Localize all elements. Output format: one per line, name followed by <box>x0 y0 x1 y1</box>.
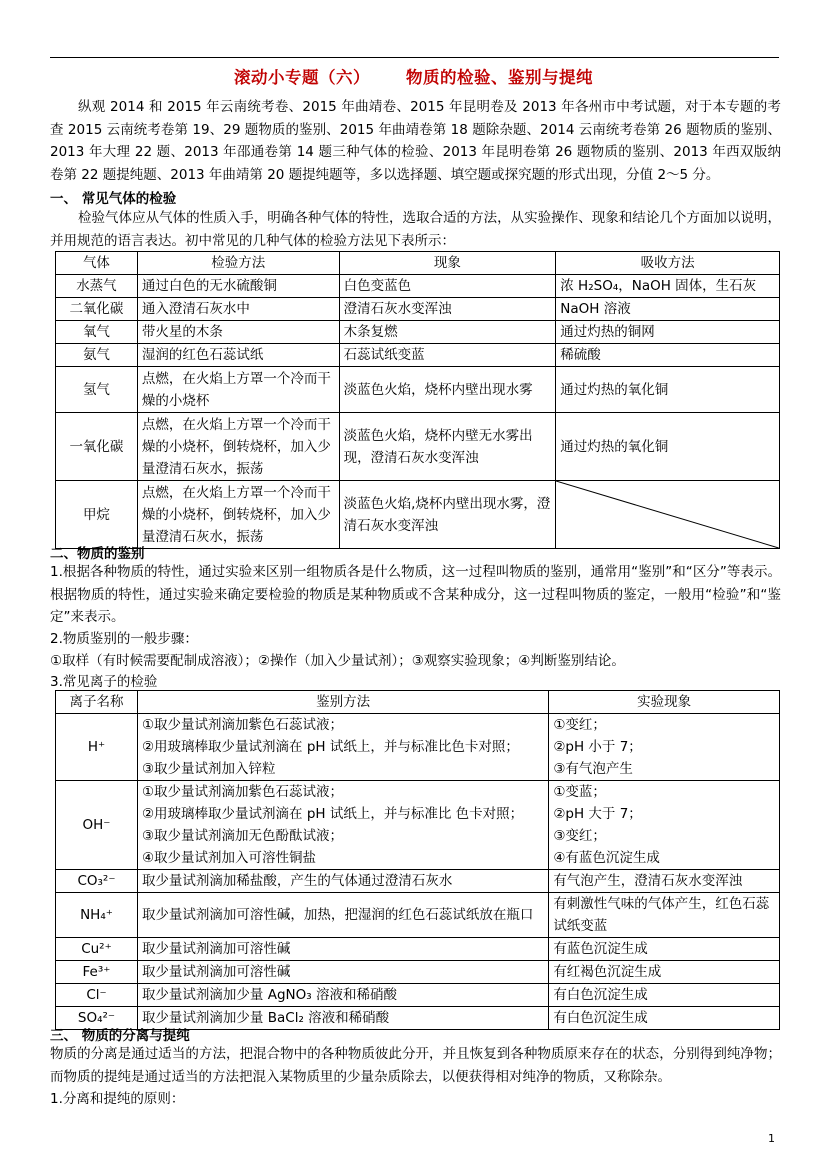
method-line: 取少量试剂滴加可溶性碱 <box>141 941 291 957</box>
ion-name: OH⁻ <box>56 781 138 870</box>
method-line: ②用玻璃棒取少量试剂滴在 pH 试纸上，并与标准比 色卡对照； <box>141 806 524 822</box>
test-method: 点燃，在火焰上方罩一个冷而干燥的小烧杯 <box>137 367 339 413</box>
method-line: 取少量试剂滴加可溶性碱 <box>141 964 291 980</box>
table-header: 鉴别方法 <box>137 691 548 714</box>
ion-methods <box>137 870 548 893</box>
table-row <box>56 781 780 870</box>
phenomenon: 淡蓝色火焰,烧杯内壁出现水雾，澄清石灰水变浑浊 <box>339 481 556 549</box>
absorb-method: 通过灼热的铜网 <box>556 321 780 344</box>
ion-results <box>549 870 780 893</box>
table-row <box>56 870 780 893</box>
test-method: 通入澄清石灰水中 <box>137 298 339 321</box>
section1-heading: 一、 常见气体的检验 <box>50 191 177 207</box>
table-row <box>56 275 780 298</box>
method-line: 取少量试剂滴加可溶性碱，加热，把湿润的红色石蕊试纸放在瓶口 <box>141 907 534 923</box>
result-line: ③变红； <box>553 828 606 844</box>
section2-heading: 二、物质的鉴别 <box>50 546 145 562</box>
result-line: ②pH 小于 7； <box>553 739 642 755</box>
ion-name: NH₄⁺ <box>56 893 138 938</box>
table-row <box>56 413 780 481</box>
absorb-method: 通过灼热的氧化铜 <box>556 367 780 413</box>
title-left: 滚动小专题（六） <box>234 68 370 87</box>
diagonal-slash <box>556 481 779 548</box>
table-header: 实验现象 <box>549 691 780 714</box>
table-row <box>56 367 780 413</box>
phenomenon: 石蕊试纸变蓝 <box>339 344 556 367</box>
table-row <box>56 984 780 1007</box>
ion-results <box>549 893 780 938</box>
table-row <box>56 714 780 781</box>
ion-results <box>549 714 780 781</box>
gas-name: 二氧化碳 <box>56 298 138 321</box>
ion-results <box>549 1007 780 1030</box>
section3-p2: 1.分离和提纯的原则： <box>50 1091 185 1107</box>
ion-name: Cl⁻ <box>56 984 138 1007</box>
table-header: 检验方法 <box>137 252 339 275</box>
phenomenon: 淡蓝色火焰，烧杯内壁出现水雾 <box>339 367 556 413</box>
method-line: 取少量试剂滴加少量 AgNO₃ 溶液和稀硝酸 <box>141 987 397 1003</box>
ion-name: SO₄²⁻ <box>56 1007 138 1030</box>
result-line: 有蓝色沉淀生成 <box>553 941 648 957</box>
result-line: ①变蓝； <box>553 784 606 800</box>
phenomenon: 淡蓝色火焰，烧杯内壁无水雾出现，澄清石灰水变浑浊 <box>339 413 556 481</box>
result-line: 有白色沉淀生成 <box>553 1010 648 1026</box>
table-header: 气体 <box>56 252 138 275</box>
section2-p1: 1.根据各种物质的特性，通过实验来区别一组物质各是什么物质，这一过程叫物质的鉴别，通常用“鉴别”和“区分”等表示。根据物质的特性，通过实验来确定要检验的物质是某种物质或不含某种成分，这一过程叫物质的鉴定，一般用“检验”和“鉴定”来表示。 <box>50 564 781 626</box>
result-line: 有刺激性气味的气体产生，红色石蕊试纸变蓝 <box>553 896 770 934</box>
result-line: ④有蓝色沉淀生成 <box>553 850 660 866</box>
table-header: 吸收方法 <box>556 252 780 275</box>
section3-heading: 三、 物质的分离与提纯 <box>50 1028 190 1044</box>
gas-test-table <box>55 251 780 549</box>
page-title <box>0 64 827 88</box>
method-line: ④取少量试剂加入可溶性铜盐 <box>141 850 317 866</box>
gas-name: 甲烷 <box>56 481 138 549</box>
phenomenon: 木条复燃 <box>339 321 556 344</box>
ion-methods <box>137 961 548 984</box>
result-line: ①变红； <box>553 717 606 733</box>
table-header: 现象 <box>339 252 556 275</box>
absorb-method: NaOH 溶液 <box>556 298 780 321</box>
gas-name: 氨气 <box>56 344 138 367</box>
section2-p3: ①取样（有时候需要配制成溶液）；②操作（加入少量试剂）；③观察实验现象；④判断鉴别结论。 <box>50 653 625 669</box>
method-line: ①取少量试剂滴加紫色石蕊试液； <box>141 784 344 800</box>
title-right: 物质的检验、鉴别与提纯 <box>406 68 593 87</box>
ion-results <box>549 781 780 870</box>
table-header: 离子名称 <box>56 691 138 714</box>
absorb-method: 浓 H₂SO₄，NaOH 固体，生石灰 <box>556 275 780 298</box>
gas-name: 氢气 <box>56 367 138 413</box>
result-line: ③有气泡产生 <box>553 761 633 777</box>
ion-methods <box>137 893 548 938</box>
table-row <box>56 298 780 321</box>
absorb-method: 通过灼热的氧化铜 <box>556 413 780 481</box>
page-number: 1 <box>768 1132 775 1145</box>
ion-results <box>549 961 780 984</box>
test-method: 点燃，在火焰上方罩一个冷而干燥的小烧杯，倒转烧杯，加入少量澄清石灰水，振荡 <box>137 481 339 549</box>
table-row <box>56 938 780 961</box>
test-method: 带火星的木条 <box>137 321 339 344</box>
method-line: ②用玻璃棒取少量试剂滴在 pH 试纸上，并与标准比色卡对照； <box>141 739 519 755</box>
header-rule <box>50 57 779 58</box>
ion-results <box>549 984 780 1007</box>
ion-methods <box>137 984 548 1007</box>
ion-methods <box>137 1007 548 1030</box>
ion-name: Cu²⁺ <box>56 938 138 961</box>
phenomenon: 澄清石灰水变浑浊 <box>339 298 556 321</box>
ion-test-table <box>55 690 780 1030</box>
intro-paragraph: 纵观 2014 和 2015 年云南统考卷、2015 年曲靖卷、2015 年昆明卷及 2013 年各州市中考试题，对于本专题的考查 2015 云南统考卷第 19、29 题物质的鉴别、2015 年曲靖卷第 18 题除杂题、2014 云南统考卷第 26 题物质的鉴别、2013 年大理 22 题、2013 年邵通卷第 14 题三种气体的检验、2013 年昆明卷第 26 题物质的鉴别、2013 年西双版纳卷第 22 题提纯题、2013 年曲靖第 20 题提纯题等，多以选择题、填空题或探究题的形式出现，分值 2～5 分。 <box>50 99 781 183</box>
ion-methods <box>137 938 548 961</box>
result-line: ②pH 大于 7； <box>553 806 642 822</box>
ion-methods <box>137 781 548 870</box>
table-row <box>56 961 780 984</box>
gas-name: 一氧化碳 <box>56 413 138 481</box>
ion-name: Fe³⁺ <box>56 961 138 984</box>
result-line: 有红褐色沉淀生成 <box>553 964 662 980</box>
empty-cell <box>556 481 780 549</box>
ion-methods <box>137 714 548 781</box>
method-line: 取少量试剂滴加稀盐酸，产生的气体通过澄清石灰水 <box>141 873 453 889</box>
absorb-method: 稀硫酸 <box>556 344 780 367</box>
table-row <box>56 344 780 367</box>
method-line: ③取少量试剂加入锌粒 <box>141 761 276 777</box>
method-line: 取少量试剂滴加少量 BaCl₂ 溶液和稀硝酸 <box>141 1010 390 1026</box>
table-row <box>56 893 780 938</box>
test-method: 点燃，在火焰上方罩一个冷而干燥的小烧杯，倒转烧杯，加入少量澄清石灰水，振荡 <box>137 413 339 481</box>
gas-name: 氧气 <box>56 321 138 344</box>
test-method: 湿润的红色石蕊试纸 <box>137 344 339 367</box>
table-row <box>56 321 780 344</box>
gas-name: 水蒸气 <box>56 275 138 298</box>
section2-p4: 3.常见离子的检验 <box>50 674 158 690</box>
ion-name: H⁺ <box>56 714 138 781</box>
result-line: 有白色沉淀生成 <box>553 987 648 1003</box>
section1-text: 检验气体应从气体的性质入手，明确各种气体的特性，选取合适的方法，从实验操作、现象和结论几个方面加以说明，并用规范的语言表达。初中常见的几种气体的检验方法见下表所示： <box>50 210 781 249</box>
ion-name: CO₃²⁻ <box>56 870 138 893</box>
method-line: ①取少量试剂滴加紫色石蕊试液； <box>141 717 344 733</box>
method-line: ③取少量试剂滴加无色酚酞试液； <box>141 828 344 844</box>
table-row <box>56 481 780 549</box>
test-method: 通过白色的无水硫酸铜 <box>137 275 339 298</box>
section3-p1: 物质的分离是通过适当的方法，把混合物中的各种物质彼此分开，并且恢复到各种物质原来存在的状态，分别得到纯净物；而物质的提纯是通过适当的方法把混入某物质里的少量杂质除去，以便获得相对纯净的物质，又称除杂。 <box>50 1046 781 1085</box>
section2-p2: 2.物质鉴别的一般步骤： <box>50 631 198 647</box>
result-line: 有气泡产生，澄清石灰水变浑浊 <box>553 873 743 889</box>
phenomenon: 白色变蓝色 <box>339 275 556 298</box>
ion-results <box>549 938 780 961</box>
